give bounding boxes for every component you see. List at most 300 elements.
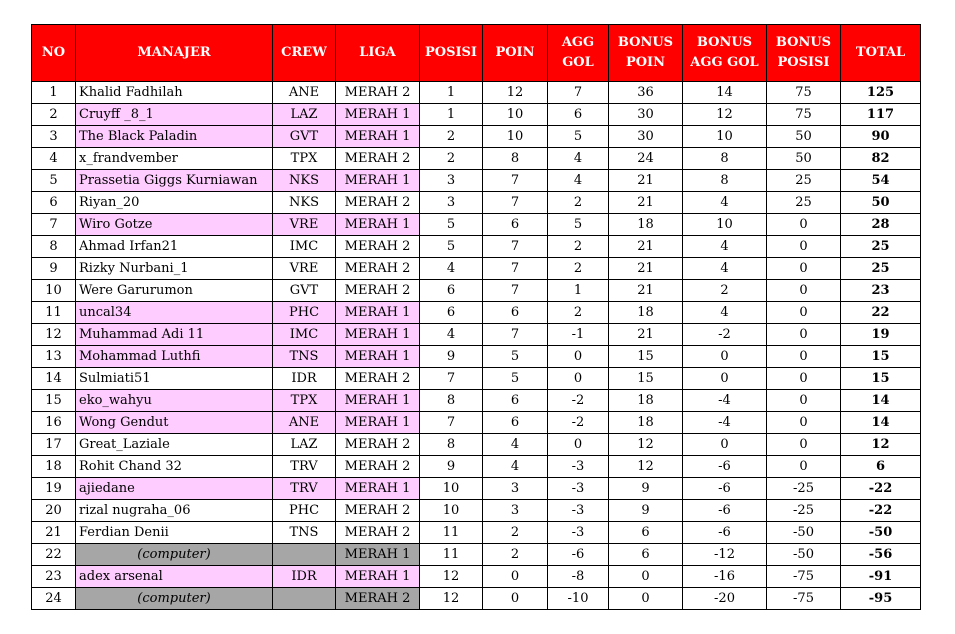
cell-bonus-agg-gol: 8 xyxy=(683,170,767,192)
cell-bonus-agg-gol: 4 xyxy=(683,258,767,280)
header-agg-gol-line2: GOL xyxy=(562,55,594,70)
cell-crew: TPX xyxy=(273,148,336,170)
cell-crew: TNS xyxy=(273,346,336,368)
cell-total: 14 xyxy=(841,390,921,412)
cell-poin: 4 xyxy=(483,434,548,456)
cell-bonus-poin: 21 xyxy=(609,192,683,214)
table-row xyxy=(32,214,921,236)
header-bonus-poin-line2: POIN xyxy=(625,55,666,70)
cell-liga: MERAH 2 xyxy=(336,500,420,522)
cell-liga: MERAH 2 xyxy=(336,368,420,390)
cell-total: 22 xyxy=(841,302,921,324)
cell-bonus-poin: 30 xyxy=(609,104,683,126)
cell-bonus-poin: 21 xyxy=(609,170,683,192)
cell-manajer: ajiedane xyxy=(76,478,273,500)
cell-bonus-posisi: 0 xyxy=(767,324,841,346)
cell-bonus-poin: 6 xyxy=(609,522,683,544)
cell-bonus-posisi: 0 xyxy=(767,214,841,236)
cell-manajer: Muhammad Adi 11 xyxy=(76,324,273,346)
header-liga: LIGA xyxy=(336,25,420,82)
cell-agg-gol: 6 xyxy=(548,104,609,126)
cell-liga: MERAH 1 xyxy=(336,478,420,500)
header-bonus-posisi xyxy=(767,25,841,82)
cell-crew: LAZ xyxy=(273,104,336,126)
header-agg-gol-line1: AGG xyxy=(561,35,595,50)
cell-no: 5 xyxy=(32,170,76,192)
cell-crew: VRE xyxy=(273,214,336,236)
cell-no: 9 xyxy=(32,258,76,280)
standings-table xyxy=(31,24,921,610)
cell-no: 7 xyxy=(32,214,76,236)
cell-poin: 6 xyxy=(483,214,548,236)
cell-manajer: Cruyff _8_1 xyxy=(76,104,273,126)
cell-total: 25 xyxy=(841,258,921,280)
cell-posisi: 7 xyxy=(420,412,483,434)
header-bonus-posisi-line2: POSISI xyxy=(777,55,830,70)
cell-crew: TPX xyxy=(273,390,336,412)
cell-agg-gol: -3 xyxy=(548,456,609,478)
cell-poin: 5 xyxy=(483,346,548,368)
cell-manajer: uncal34 xyxy=(76,302,273,324)
cell-posisi: 2 xyxy=(420,148,483,170)
cell-agg-gol: -3 xyxy=(548,522,609,544)
cell-posisi: 1 xyxy=(420,104,483,126)
cell-no: 2 xyxy=(32,104,76,126)
cell-manajer: Ferdian Denii xyxy=(76,522,273,544)
cell-bonus-poin: 0 xyxy=(609,566,683,588)
cell-crew: IDR xyxy=(273,368,336,390)
cell-bonus-posisi: 0 xyxy=(767,236,841,258)
cell-agg-gol: 2 xyxy=(548,192,609,214)
cell-bonus-posisi: 75 xyxy=(767,104,841,126)
cell-manajer: x_frandvember xyxy=(76,148,273,170)
cell-crew: TNS xyxy=(273,522,336,544)
cell-manajer: Khalid Fadhilah xyxy=(76,82,273,104)
cell-bonus-agg-gol: -6 xyxy=(683,456,767,478)
cell-posisi: 3 xyxy=(420,192,483,214)
cell-no: 11 xyxy=(32,302,76,324)
cell-bonus-posisi: 0 xyxy=(767,412,841,434)
cell-crew: VRE xyxy=(273,258,336,280)
table-row xyxy=(32,236,921,258)
cell-agg-gol: 2 xyxy=(548,302,609,324)
cell-poin: 3 xyxy=(483,478,548,500)
cell-posisi: 10 xyxy=(420,478,483,500)
cell-bonus-agg-gol: 4 xyxy=(683,302,767,324)
cell-poin: 7 xyxy=(483,258,548,280)
cell-manajer: rizal nugraha_06 xyxy=(76,500,273,522)
cell-total: 54 xyxy=(841,170,921,192)
cell-total: 15 xyxy=(841,368,921,390)
cell-bonus-posisi: 0 xyxy=(767,302,841,324)
cell-bonus-poin: 12 xyxy=(609,456,683,478)
cell-liga: MERAH 1 xyxy=(336,346,420,368)
cell-manajer: Ahmad Irfan21 xyxy=(76,236,273,258)
cell-no: 3 xyxy=(32,126,76,148)
cell-agg-gol: 5 xyxy=(548,126,609,148)
header-manajer: MANAJER xyxy=(76,25,273,82)
cell-manajer: Great_Laziale xyxy=(76,434,273,456)
cell-bonus-posisi: 25 xyxy=(767,170,841,192)
cell-liga: MERAH 1 xyxy=(336,566,420,588)
table-row xyxy=(32,500,921,522)
cell-posisi: 10 xyxy=(420,500,483,522)
table-row xyxy=(32,170,921,192)
cell-liga: MERAH 2 xyxy=(336,456,420,478)
cell-bonus-agg-gol: 0 xyxy=(683,434,767,456)
cell-posisi: 5 xyxy=(420,236,483,258)
cell-manajer: Prassetia Giggs Kurniawan xyxy=(76,170,273,192)
cell-crew: TRV xyxy=(273,478,336,500)
cell-liga: MERAH 1 xyxy=(336,302,420,324)
cell-crew xyxy=(273,588,336,610)
cell-manajer: Riyan_20 xyxy=(76,192,273,214)
cell-bonus-poin: 21 xyxy=(609,258,683,280)
cell-total: 12 xyxy=(841,434,921,456)
cell-agg-gol: 2 xyxy=(548,236,609,258)
cell-bonus-posisi: -75 xyxy=(767,588,841,610)
cell-posisi: 1 xyxy=(420,82,483,104)
cell-agg-gol: -3 xyxy=(548,478,609,500)
cell-bonus-posisi: 25 xyxy=(767,192,841,214)
table-row xyxy=(32,412,921,434)
cell-crew: ANE xyxy=(273,82,336,104)
cell-agg-gol: -2 xyxy=(548,390,609,412)
cell-liga: MERAH 2 xyxy=(336,236,420,258)
cell-total: 14 xyxy=(841,412,921,434)
cell-manajer: Wong Gendut xyxy=(76,412,273,434)
cell-manajer: eko_wahyu xyxy=(76,390,273,412)
cell-agg-gol: 4 xyxy=(548,170,609,192)
table-body xyxy=(32,82,921,610)
cell-posisi: 12 xyxy=(420,566,483,588)
cell-posisi: 4 xyxy=(420,258,483,280)
cell-agg-gol: 1 xyxy=(548,280,609,302)
table-row xyxy=(32,456,921,478)
cell-bonus-posisi: 0 xyxy=(767,390,841,412)
header-agg-gol xyxy=(548,25,609,82)
cell-poin: 6 xyxy=(483,302,548,324)
cell-no: 18 xyxy=(32,456,76,478)
cell-bonus-poin: 24 xyxy=(609,148,683,170)
table-row xyxy=(32,588,921,610)
cell-bonus-poin: 9 xyxy=(609,478,683,500)
cell-poin: 7 xyxy=(483,170,548,192)
cell-posisi: 8 xyxy=(420,390,483,412)
cell-bonus-posisi: 0 xyxy=(767,280,841,302)
table-row xyxy=(32,82,921,104)
cell-bonus-agg-gol: 12 xyxy=(683,104,767,126)
cell-liga: MERAH 2 xyxy=(336,192,420,214)
cell-bonus-poin: 0 xyxy=(609,588,683,610)
cell-liga: MERAH 1 xyxy=(336,544,420,566)
header-crew: CREW xyxy=(273,25,336,82)
cell-manajer: Rizky Nurbani_1 xyxy=(76,258,273,280)
cell-poin: 7 xyxy=(483,192,548,214)
cell-total: -22 xyxy=(841,500,921,522)
cell-bonus-poin: 21 xyxy=(609,280,683,302)
cell-no: 23 xyxy=(32,566,76,588)
cell-bonus-posisi: -50 xyxy=(767,522,841,544)
table-row xyxy=(32,302,921,324)
cell-posisi: 9 xyxy=(420,456,483,478)
cell-posisi: 3 xyxy=(420,170,483,192)
cell-poin: 7 xyxy=(483,236,548,258)
cell-manajer: Were Garurumon xyxy=(76,280,273,302)
cell-bonus-agg-gol: 8 xyxy=(683,148,767,170)
cell-manajer: (computer) xyxy=(76,544,273,566)
cell-bonus-agg-gol: 10 xyxy=(683,126,767,148)
cell-posisi: 4 xyxy=(420,324,483,346)
cell-bonus-poin: 15 xyxy=(609,346,683,368)
cell-agg-gol: -8 xyxy=(548,566,609,588)
cell-bonus-poin: 30 xyxy=(609,126,683,148)
cell-manajer: Rohit Chand 32 xyxy=(76,456,273,478)
cell-bonus-posisi: -25 xyxy=(767,478,841,500)
cell-poin: 7 xyxy=(483,324,548,346)
table-row xyxy=(32,280,921,302)
header-bonus-agg-gol-line2: AGG GOL xyxy=(690,55,759,70)
header-total: TOTAL xyxy=(841,25,921,82)
cell-total: 117 xyxy=(841,104,921,126)
cell-posisi: 6 xyxy=(420,302,483,324)
cell-no: 14 xyxy=(32,368,76,390)
cell-total: -95 xyxy=(841,588,921,610)
cell-bonus-agg-gol: 4 xyxy=(683,192,767,214)
cell-bonus-posisi: 50 xyxy=(767,148,841,170)
cell-agg-gol: 4 xyxy=(548,148,609,170)
cell-agg-gol: -3 xyxy=(548,500,609,522)
cell-total: 125 xyxy=(841,82,921,104)
cell-manajer: Sulmiati51 xyxy=(76,368,273,390)
table-row xyxy=(32,390,921,412)
table-header xyxy=(32,25,921,82)
cell-poin: 0 xyxy=(483,588,548,610)
table-row xyxy=(32,258,921,280)
cell-bonus-agg-gol: 2 xyxy=(683,280,767,302)
cell-bonus-poin: 21 xyxy=(609,324,683,346)
cell-no: 20 xyxy=(32,500,76,522)
cell-bonus-agg-gol: 0 xyxy=(683,346,767,368)
cell-manajer: (computer) xyxy=(76,588,273,610)
table-row xyxy=(32,368,921,390)
cell-bonus-posisi: 75 xyxy=(767,82,841,104)
cell-no: 16 xyxy=(32,412,76,434)
cell-posisi: 12 xyxy=(420,588,483,610)
table-row xyxy=(32,566,921,588)
cell-agg-gol: -1 xyxy=(548,324,609,346)
cell-agg-gol: 5 xyxy=(548,214,609,236)
cell-liga: MERAH 1 xyxy=(336,170,420,192)
header-bonus-poin xyxy=(609,25,683,82)
cell-liga: MERAH 2 xyxy=(336,434,420,456)
cell-no: 8 xyxy=(32,236,76,258)
cell-posisi: 5 xyxy=(420,214,483,236)
cell-poin: 6 xyxy=(483,390,548,412)
cell-total: -50 xyxy=(841,522,921,544)
header-bonus-agg-gol xyxy=(683,25,767,82)
cell-crew xyxy=(273,544,336,566)
header-row xyxy=(32,25,921,82)
cell-bonus-agg-gol: -4 xyxy=(683,390,767,412)
header-poin: POIN xyxy=(483,25,548,82)
cell-liga: MERAH 2 xyxy=(336,148,420,170)
cell-crew: IMC xyxy=(273,236,336,258)
header-posisi: POSISI xyxy=(420,25,483,82)
cell-manajer: The Black Paladin xyxy=(76,126,273,148)
cell-total: 15 xyxy=(841,346,921,368)
table-row xyxy=(32,126,921,148)
cell-posisi: 6 xyxy=(420,280,483,302)
cell-posisi: 2 xyxy=(420,126,483,148)
cell-liga: MERAH 2 xyxy=(336,258,420,280)
cell-no: 1 xyxy=(32,82,76,104)
cell-no: 17 xyxy=(32,434,76,456)
cell-poin: 4 xyxy=(483,456,548,478)
cell-liga: MERAH 2 xyxy=(336,280,420,302)
table-row xyxy=(32,324,921,346)
cell-agg-gol: -2 xyxy=(548,412,609,434)
cell-total: -56 xyxy=(841,544,921,566)
cell-bonus-posisi: 0 xyxy=(767,258,841,280)
cell-bonus-agg-gol: -6 xyxy=(683,478,767,500)
cell-crew: NKS xyxy=(273,192,336,214)
cell-bonus-poin: 9 xyxy=(609,500,683,522)
cell-no: 24 xyxy=(32,588,76,610)
cell-bonus-poin: 6 xyxy=(609,544,683,566)
cell-bonus-poin: 12 xyxy=(609,434,683,456)
table-row xyxy=(32,434,921,456)
cell-poin: 2 xyxy=(483,522,548,544)
table-row xyxy=(32,522,921,544)
cell-liga: MERAH 2 xyxy=(336,588,420,610)
table-row xyxy=(32,478,921,500)
cell-agg-gol: 7 xyxy=(548,82,609,104)
cell-bonus-poin: 21 xyxy=(609,236,683,258)
cell-bonus-posisi: 0 xyxy=(767,368,841,390)
cell-liga: MERAH 2 xyxy=(336,82,420,104)
cell-no: 21 xyxy=(32,522,76,544)
cell-posisi: 9 xyxy=(420,346,483,368)
table-row xyxy=(32,346,921,368)
cell-poin: 6 xyxy=(483,412,548,434)
cell-liga: MERAH 2 xyxy=(336,522,420,544)
cell-no: 4 xyxy=(32,148,76,170)
header-bonus-poin-line1: BONUS xyxy=(617,35,674,50)
cell-bonus-poin: 15 xyxy=(609,368,683,390)
cell-manajer: Mohammad Luthfi xyxy=(76,346,273,368)
cell-total: 28 xyxy=(841,214,921,236)
cell-bonus-poin: 18 xyxy=(609,412,683,434)
table-row xyxy=(32,148,921,170)
cell-crew: ANE xyxy=(273,412,336,434)
cell-total: -22 xyxy=(841,478,921,500)
cell-poin: 7 xyxy=(483,280,548,302)
cell-bonus-agg-gol: 4 xyxy=(683,236,767,258)
cell-poin: 3 xyxy=(483,500,548,522)
header-bonus-posisi-line1: BONUS xyxy=(775,35,832,50)
cell-posisi: 7 xyxy=(420,368,483,390)
cell-poin: 0 xyxy=(483,566,548,588)
table-row xyxy=(32,544,921,566)
cell-total: -91 xyxy=(841,566,921,588)
cell-bonus-agg-gol: -20 xyxy=(683,588,767,610)
header-bonus-agg-gol-line1: BONUS xyxy=(696,35,753,50)
cell-bonus-posisi: 0 xyxy=(767,456,841,478)
cell-liga: MERAH 1 xyxy=(336,104,420,126)
cell-no: 22 xyxy=(32,544,76,566)
cell-crew: PHC xyxy=(273,500,336,522)
cell-bonus-poin: 18 xyxy=(609,214,683,236)
cell-manajer: adex arsenal xyxy=(76,566,273,588)
cell-no: 10 xyxy=(32,280,76,302)
cell-crew: GVT xyxy=(273,280,336,302)
cell-poin: 10 xyxy=(483,104,548,126)
cell-poin: 8 xyxy=(483,148,548,170)
cell-poin: 12 xyxy=(483,82,548,104)
cell-total: 19 xyxy=(841,324,921,346)
cell-posisi: 11 xyxy=(420,544,483,566)
table-row xyxy=(32,192,921,214)
cell-no: 13 xyxy=(32,346,76,368)
cell-bonus-posisi: -50 xyxy=(767,544,841,566)
cell-bonus-agg-gol: -2 xyxy=(683,324,767,346)
cell-bonus-agg-gol: -12 xyxy=(683,544,767,566)
cell-no: 19 xyxy=(32,478,76,500)
cell-crew: TRV xyxy=(273,456,336,478)
cell-poin: 5 xyxy=(483,368,548,390)
cell-liga: MERAH 1 xyxy=(336,324,420,346)
cell-total: 25 xyxy=(841,236,921,258)
cell-crew: NKS xyxy=(273,170,336,192)
cell-bonus-agg-gol: -6 xyxy=(683,500,767,522)
cell-liga: MERAH 1 xyxy=(336,390,420,412)
cell-liga: MERAH 1 xyxy=(336,214,420,236)
cell-liga: MERAH 1 xyxy=(336,126,420,148)
cell-bonus-poin: 18 xyxy=(609,302,683,324)
cell-bonus-posisi: -25 xyxy=(767,500,841,522)
cell-total: 6 xyxy=(841,456,921,478)
cell-bonus-agg-gol: 14 xyxy=(683,82,767,104)
cell-poin: 10 xyxy=(483,126,548,148)
cell-bonus-poin: 36 xyxy=(609,82,683,104)
cell-crew: LAZ xyxy=(273,434,336,456)
cell-total: 82 xyxy=(841,148,921,170)
cell-posisi: 8 xyxy=(420,434,483,456)
cell-crew: GVT xyxy=(273,126,336,148)
cell-bonus-agg-gol: 10 xyxy=(683,214,767,236)
cell-bonus-posisi: 0 xyxy=(767,346,841,368)
cell-agg-gol: 0 xyxy=(548,346,609,368)
cell-bonus-posisi: 50 xyxy=(767,126,841,148)
cell-bonus-poin: 18 xyxy=(609,390,683,412)
cell-bonus-agg-gol: -6 xyxy=(683,522,767,544)
cell-total: 50 xyxy=(841,192,921,214)
cell-crew: PHC xyxy=(273,302,336,324)
cell-crew: IMC xyxy=(273,324,336,346)
cell-manajer: Wiro Gotze xyxy=(76,214,273,236)
cell-bonus-posisi: -75 xyxy=(767,566,841,588)
cell-agg-gol: 0 xyxy=(548,434,609,456)
header-no: NO xyxy=(32,25,76,82)
cell-bonus-agg-gol: 0 xyxy=(683,368,767,390)
cell-bonus-agg-gol: -16 xyxy=(683,566,767,588)
table-row xyxy=(32,104,921,126)
cell-liga: MERAH 1 xyxy=(336,412,420,434)
cell-no: 15 xyxy=(32,390,76,412)
cell-no: 6 xyxy=(32,192,76,214)
cell-agg-gol: -10 xyxy=(548,588,609,610)
